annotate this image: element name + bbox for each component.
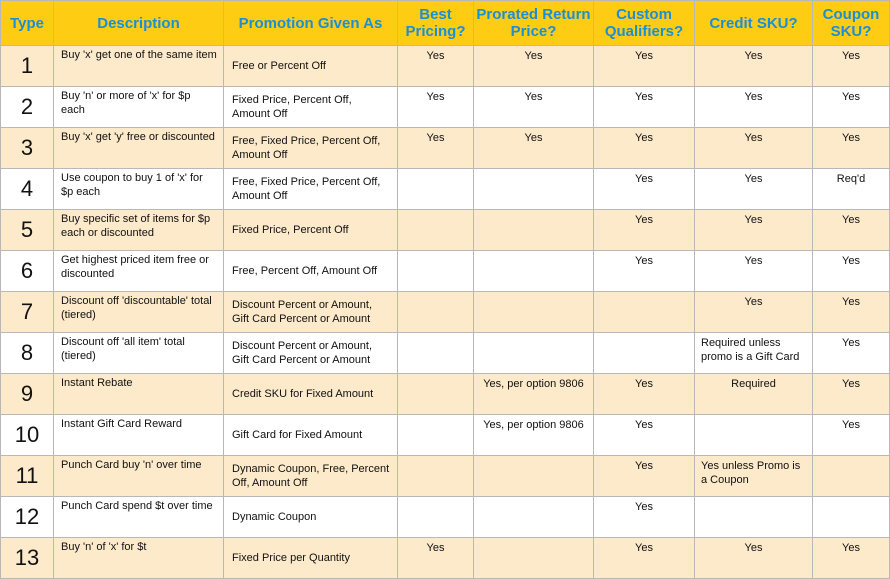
table-row (1, 128, 890, 169)
cell-coupon-sku (813, 497, 890, 538)
header-coupon-sku: Coupon SKU? (813, 1, 890, 46)
cell-custom-qualifiers: Yes (594, 497, 695, 538)
cell-promotion: Free, Fixed Price, Percent Off, Amount Off (224, 128, 398, 169)
cell-description: Buy 'n' of 'x' for $t (54, 538, 224, 579)
cell-best-pricing (398, 210, 474, 251)
cell-prorated (474, 456, 594, 497)
cell-credit-sku: Yes (695, 169, 813, 210)
cell-credit-sku (695, 497, 813, 538)
cell-custom-qualifiers: Yes (594, 128, 695, 169)
cell-credit-sku: Yes unless Promo is a Coupon (695, 456, 813, 497)
cell-coupon-sku: Yes (813, 251, 890, 292)
cell-best-pricing (398, 497, 474, 538)
cell-type: 3 (1, 128, 54, 169)
cell-description: Punch Card spend $t over time (54, 497, 224, 538)
cell-prorated (474, 292, 594, 333)
cell-prorated (474, 169, 594, 210)
header-type: Type (1, 1, 54, 46)
cell-best-pricing (398, 374, 474, 415)
cell-credit-sku: Yes (695, 538, 813, 579)
table-row (1, 333, 890, 374)
cell-credit-sku: Required (695, 374, 813, 415)
cell-coupon-sku: Yes (813, 292, 890, 333)
cell-custom-qualifiers: Yes (594, 169, 695, 210)
cell-best-pricing (398, 251, 474, 292)
table-row (1, 210, 890, 251)
cell-prorated (474, 538, 594, 579)
cell-promotion: Discount Percent or Amount, Gift Card Percent or Amount (224, 292, 398, 333)
cell-promotion: Free or Percent Off (224, 46, 398, 87)
header-best-pricing: Best Pricing? (398, 1, 474, 46)
cell-prorated: Yes (474, 87, 594, 128)
cell-prorated: Yes, per option 9806 (474, 415, 594, 456)
header-credit-sku: Credit SKU? (695, 1, 813, 46)
cell-custom-qualifiers: Yes (594, 415, 695, 456)
cell-best-pricing: Yes (398, 538, 474, 579)
cell-best-pricing (398, 415, 474, 456)
cell-type: 11 (1, 456, 54, 497)
cell-coupon-sku: Yes (813, 210, 890, 251)
cell-type: 4 (1, 169, 54, 210)
cell-type: 2 (1, 87, 54, 128)
cell-type: 8 (1, 333, 54, 374)
cell-type: 9 (1, 374, 54, 415)
cell-prorated (474, 333, 594, 374)
cell-promotion: Gift Card for Fixed Amount (224, 415, 398, 456)
cell-best-pricing (398, 169, 474, 210)
table-row (1, 169, 890, 210)
header-custom-qualifiers: Custom Qualifiers? (594, 1, 695, 46)
header-description: Description (54, 1, 224, 46)
cell-custom-qualifiers: Yes (594, 46, 695, 87)
cell-description: Buy specific set of items for $p each or discounted (54, 210, 224, 251)
cell-description: Discount off 'discountable' total (tiered) (54, 292, 224, 333)
cell-promotion: Fixed Price, Percent Off (224, 210, 398, 251)
cell-promotion: Dynamic Coupon (224, 497, 398, 538)
cell-coupon-sku (813, 456, 890, 497)
cell-promotion: Fixed Price, Percent Off, Amount Off (224, 87, 398, 128)
cell-custom-qualifiers: Yes (594, 210, 695, 251)
cell-custom-qualifiers: Yes (594, 87, 695, 128)
cell-prorated: Yes, per option 9806 (474, 374, 594, 415)
cell-coupon-sku: Yes (813, 87, 890, 128)
table-row (1, 374, 890, 415)
cell-coupon-sku: Req'd (813, 169, 890, 210)
cell-coupon-sku: Yes (813, 333, 890, 374)
cell-coupon-sku: Yes (813, 46, 890, 87)
cell-description: Buy 'x' get 'y' free or discounted (54, 128, 224, 169)
cell-custom-qualifiers (594, 292, 695, 333)
cell-coupon-sku: Yes (813, 538, 890, 579)
cell-description: Discount off 'all item' total (tiered) (54, 333, 224, 374)
cell-best-pricing (398, 292, 474, 333)
cell-type: 7 (1, 292, 54, 333)
cell-custom-qualifiers: Yes (594, 538, 695, 579)
cell-custom-qualifiers (594, 333, 695, 374)
cell-description: Use coupon to buy 1 of 'x' for $p each (54, 169, 224, 210)
cell-promotion: Free, Fixed Price, Percent Off, Amount Off (224, 169, 398, 210)
cell-prorated (474, 210, 594, 251)
cell-type: 13 (1, 538, 54, 579)
cell-description: Instant Rebate (54, 374, 224, 415)
table-row (1, 497, 890, 538)
cell-credit-sku: Yes (695, 292, 813, 333)
header-promotion: Promotion Given As (224, 1, 398, 46)
table-row (1, 46, 890, 87)
cell-prorated (474, 251, 594, 292)
cell-credit-sku: Yes (695, 251, 813, 292)
cell-custom-qualifiers: Yes (594, 251, 695, 292)
table-row (1, 292, 890, 333)
cell-type: 6 (1, 251, 54, 292)
cell-promotion: Fixed Price per Quantity (224, 538, 398, 579)
cell-credit-sku: Yes (695, 46, 813, 87)
table-row (1, 456, 890, 497)
cell-best-pricing (398, 456, 474, 497)
cell-promotion: Dynamic Coupon, Free, Percent Off, Amount Off (224, 456, 398, 497)
cell-custom-qualifiers: Yes (594, 456, 695, 497)
cell-coupon-sku: Yes (813, 415, 890, 456)
cell-description: Instant Gift Card Reward (54, 415, 224, 456)
cell-description: Punch Card buy 'n' over time (54, 456, 224, 497)
cell-best-pricing (398, 333, 474, 374)
cell-description: Buy 'x' get one of the same item (54, 46, 224, 87)
table-row (1, 415, 890, 456)
cell-description: Get highest priced item free or discounted (54, 251, 224, 292)
cell-best-pricing: Yes (398, 87, 474, 128)
cell-prorated (474, 497, 594, 538)
cell-credit-sku: Yes (695, 87, 813, 128)
header-prorated: Prorated Return Price? (474, 1, 594, 46)
table-row (1, 87, 890, 128)
cell-promotion: Credit SKU for Fixed Amount (224, 374, 398, 415)
cell-description: Buy 'n' or more of 'x' for $p each (54, 87, 224, 128)
cell-custom-qualifiers: Yes (594, 374, 695, 415)
cell-coupon-sku: Yes (813, 374, 890, 415)
cell-type: 12 (1, 497, 54, 538)
cell-prorated: Yes (474, 128, 594, 169)
cell-credit-sku: Yes (695, 210, 813, 251)
header-row (1, 1, 890, 46)
cell-best-pricing: Yes (398, 46, 474, 87)
cell-prorated: Yes (474, 46, 594, 87)
cell-promotion: Free, Percent Off, Amount Off (224, 251, 398, 292)
cell-type: 5 (1, 210, 54, 251)
cell-type: 10 (1, 415, 54, 456)
table-row (1, 251, 890, 292)
cell-best-pricing: Yes (398, 128, 474, 169)
cell-credit-sku: Yes (695, 128, 813, 169)
cell-promotion: Discount Percent or Amount, Gift Card Percent or Amount (224, 333, 398, 374)
cell-coupon-sku: Yes (813, 128, 890, 169)
cell-type: 1 (1, 46, 54, 87)
cell-credit-sku (695, 415, 813, 456)
cell-credit-sku: Required unless promo is a Gift Card (695, 333, 813, 374)
table-row (1, 538, 890, 579)
